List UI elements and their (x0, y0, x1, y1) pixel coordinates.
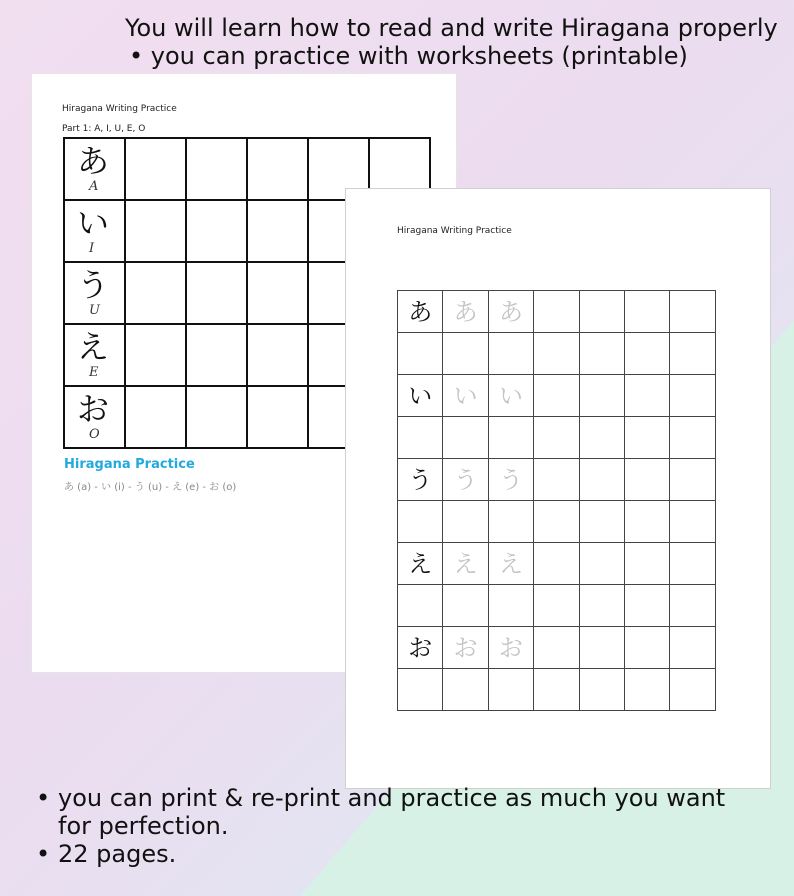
romaji-label: I (89, 241, 95, 256)
kana-cell (65, 201, 126, 263)
practice-cell (187, 325, 248, 387)
practice-cell (534, 333, 579, 375)
worksheet-title: Hiragana Writing Practice (397, 226, 512, 236)
practice-cell (670, 459, 715, 501)
practice-cell (443, 585, 488, 627)
practice-cell (534, 417, 579, 459)
practice-cell (489, 333, 534, 375)
practice-cell (489, 501, 534, 543)
worksheet-tracing (346, 189, 770, 788)
kana-cell (65, 263, 126, 325)
worksheet-title: Hiragana Writing Practice (62, 104, 177, 114)
practice-cell (443, 417, 488, 459)
practice-cell (625, 375, 670, 417)
kana-character: あ (77, 142, 110, 180)
kana-character: う (77, 266, 110, 304)
practice-cell (670, 375, 715, 417)
practice-cell (534, 585, 579, 627)
practice-cell (398, 333, 443, 375)
romaji-label: E (89, 365, 99, 380)
kana-trace: あ (489, 291, 534, 333)
practice-cell (625, 417, 670, 459)
practice-cell (248, 325, 309, 387)
kana-model: え (398, 543, 443, 585)
tracing-grid (397, 290, 716, 711)
kana-trace: う (489, 459, 534, 501)
kana-trace: え (489, 543, 534, 585)
kana-model: お (398, 627, 443, 669)
kana-model: う (398, 459, 443, 501)
kana-trace: あ (443, 291, 488, 333)
practice-cell (625, 501, 670, 543)
headline-line-1: You will learn how to read and write Hiragana properly (125, 14, 778, 42)
headline-line-2: • you can practice with worksheets (printable) (129, 42, 688, 70)
practice-cell (580, 669, 625, 711)
practice-cell (670, 543, 715, 585)
practice-cell (670, 585, 715, 627)
practice-cell (398, 585, 443, 627)
practice-cell (670, 501, 715, 543)
kana-trace: う (443, 459, 488, 501)
kana-cell (65, 139, 126, 201)
practice-cell (126, 325, 187, 387)
practice-cell (670, 669, 715, 711)
practice-cell (625, 627, 670, 669)
practice-cell (534, 627, 579, 669)
practice-cell (398, 669, 443, 711)
practice-cell (126, 201, 187, 263)
practice-cell (534, 459, 579, 501)
practice-cell (580, 375, 625, 417)
footer-line-1: you can print & re-print and practice as much you want (58, 784, 726, 812)
practice-cell (580, 585, 625, 627)
headline (125, 14, 778, 70)
practice-cell (248, 263, 309, 325)
romaji-label: U (89, 303, 100, 318)
practice-cell (534, 375, 579, 417)
practice-cell (534, 543, 579, 585)
practice-cell (187, 263, 248, 325)
practice-cell (248, 139, 309, 201)
bullet: • (36, 840, 51, 868)
kana-trace: お (443, 627, 488, 669)
practice-cell (580, 627, 625, 669)
romaji-label: O (89, 427, 100, 442)
practice-cell (443, 501, 488, 543)
kana-cell (65, 387, 126, 449)
practice-cell (534, 669, 579, 711)
practice-cell (398, 417, 443, 459)
practice-cell (187, 387, 248, 449)
kana-character: お (77, 390, 110, 428)
practice-cell (534, 501, 579, 543)
footer-bullets (36, 784, 725, 868)
practice-cell (625, 543, 670, 585)
practice-cell (580, 333, 625, 375)
practice-cell (580, 501, 625, 543)
practice-cell (489, 669, 534, 711)
practice-cell (670, 333, 715, 375)
practice-cell (625, 333, 670, 375)
kana-trace: え (443, 543, 488, 585)
practice-cell (670, 417, 715, 459)
practice-cell (534, 291, 579, 333)
practice-cell (625, 291, 670, 333)
kana-model: あ (398, 291, 443, 333)
practice-heading: Hiragana Practice (64, 457, 195, 472)
practice-cell (625, 669, 670, 711)
kana-cell (65, 325, 126, 387)
practice-cell (489, 585, 534, 627)
practice-cell (580, 291, 625, 333)
kana-character: え (77, 328, 110, 366)
kana-character: い (77, 204, 110, 242)
bullet: • (36, 784, 51, 812)
practice-subheading: あ (a) - い (i) - う (u) - え (e) - お (o) (64, 482, 237, 493)
practice-cell (443, 669, 488, 711)
kana-trace: お (489, 627, 534, 669)
kana-trace: い (443, 375, 488, 417)
practice-cell (126, 139, 187, 201)
practice-cell (580, 417, 625, 459)
footer-line-3: 22 pages. (58, 840, 177, 868)
practice-cell (670, 627, 715, 669)
practice-cell (580, 459, 625, 501)
footer-line-2: for perfection. (58, 812, 229, 840)
romaji-label: A (89, 179, 99, 194)
practice-cell (670, 291, 715, 333)
practice-cell (489, 417, 534, 459)
practice-cell (398, 501, 443, 543)
practice-cell (126, 387, 187, 449)
practice-cell (625, 459, 670, 501)
kana-trace: い (489, 375, 534, 417)
worksheet-part-label: Part 1: A, I, U, E, O (62, 124, 146, 134)
practice-cell (625, 585, 670, 627)
practice-cell (248, 387, 309, 449)
practice-cell (580, 543, 625, 585)
practice-cell (126, 263, 187, 325)
practice-cell (248, 201, 309, 263)
kana-model: い (398, 375, 443, 417)
practice-cell (187, 139, 248, 201)
practice-cell (443, 333, 488, 375)
practice-cell (187, 201, 248, 263)
